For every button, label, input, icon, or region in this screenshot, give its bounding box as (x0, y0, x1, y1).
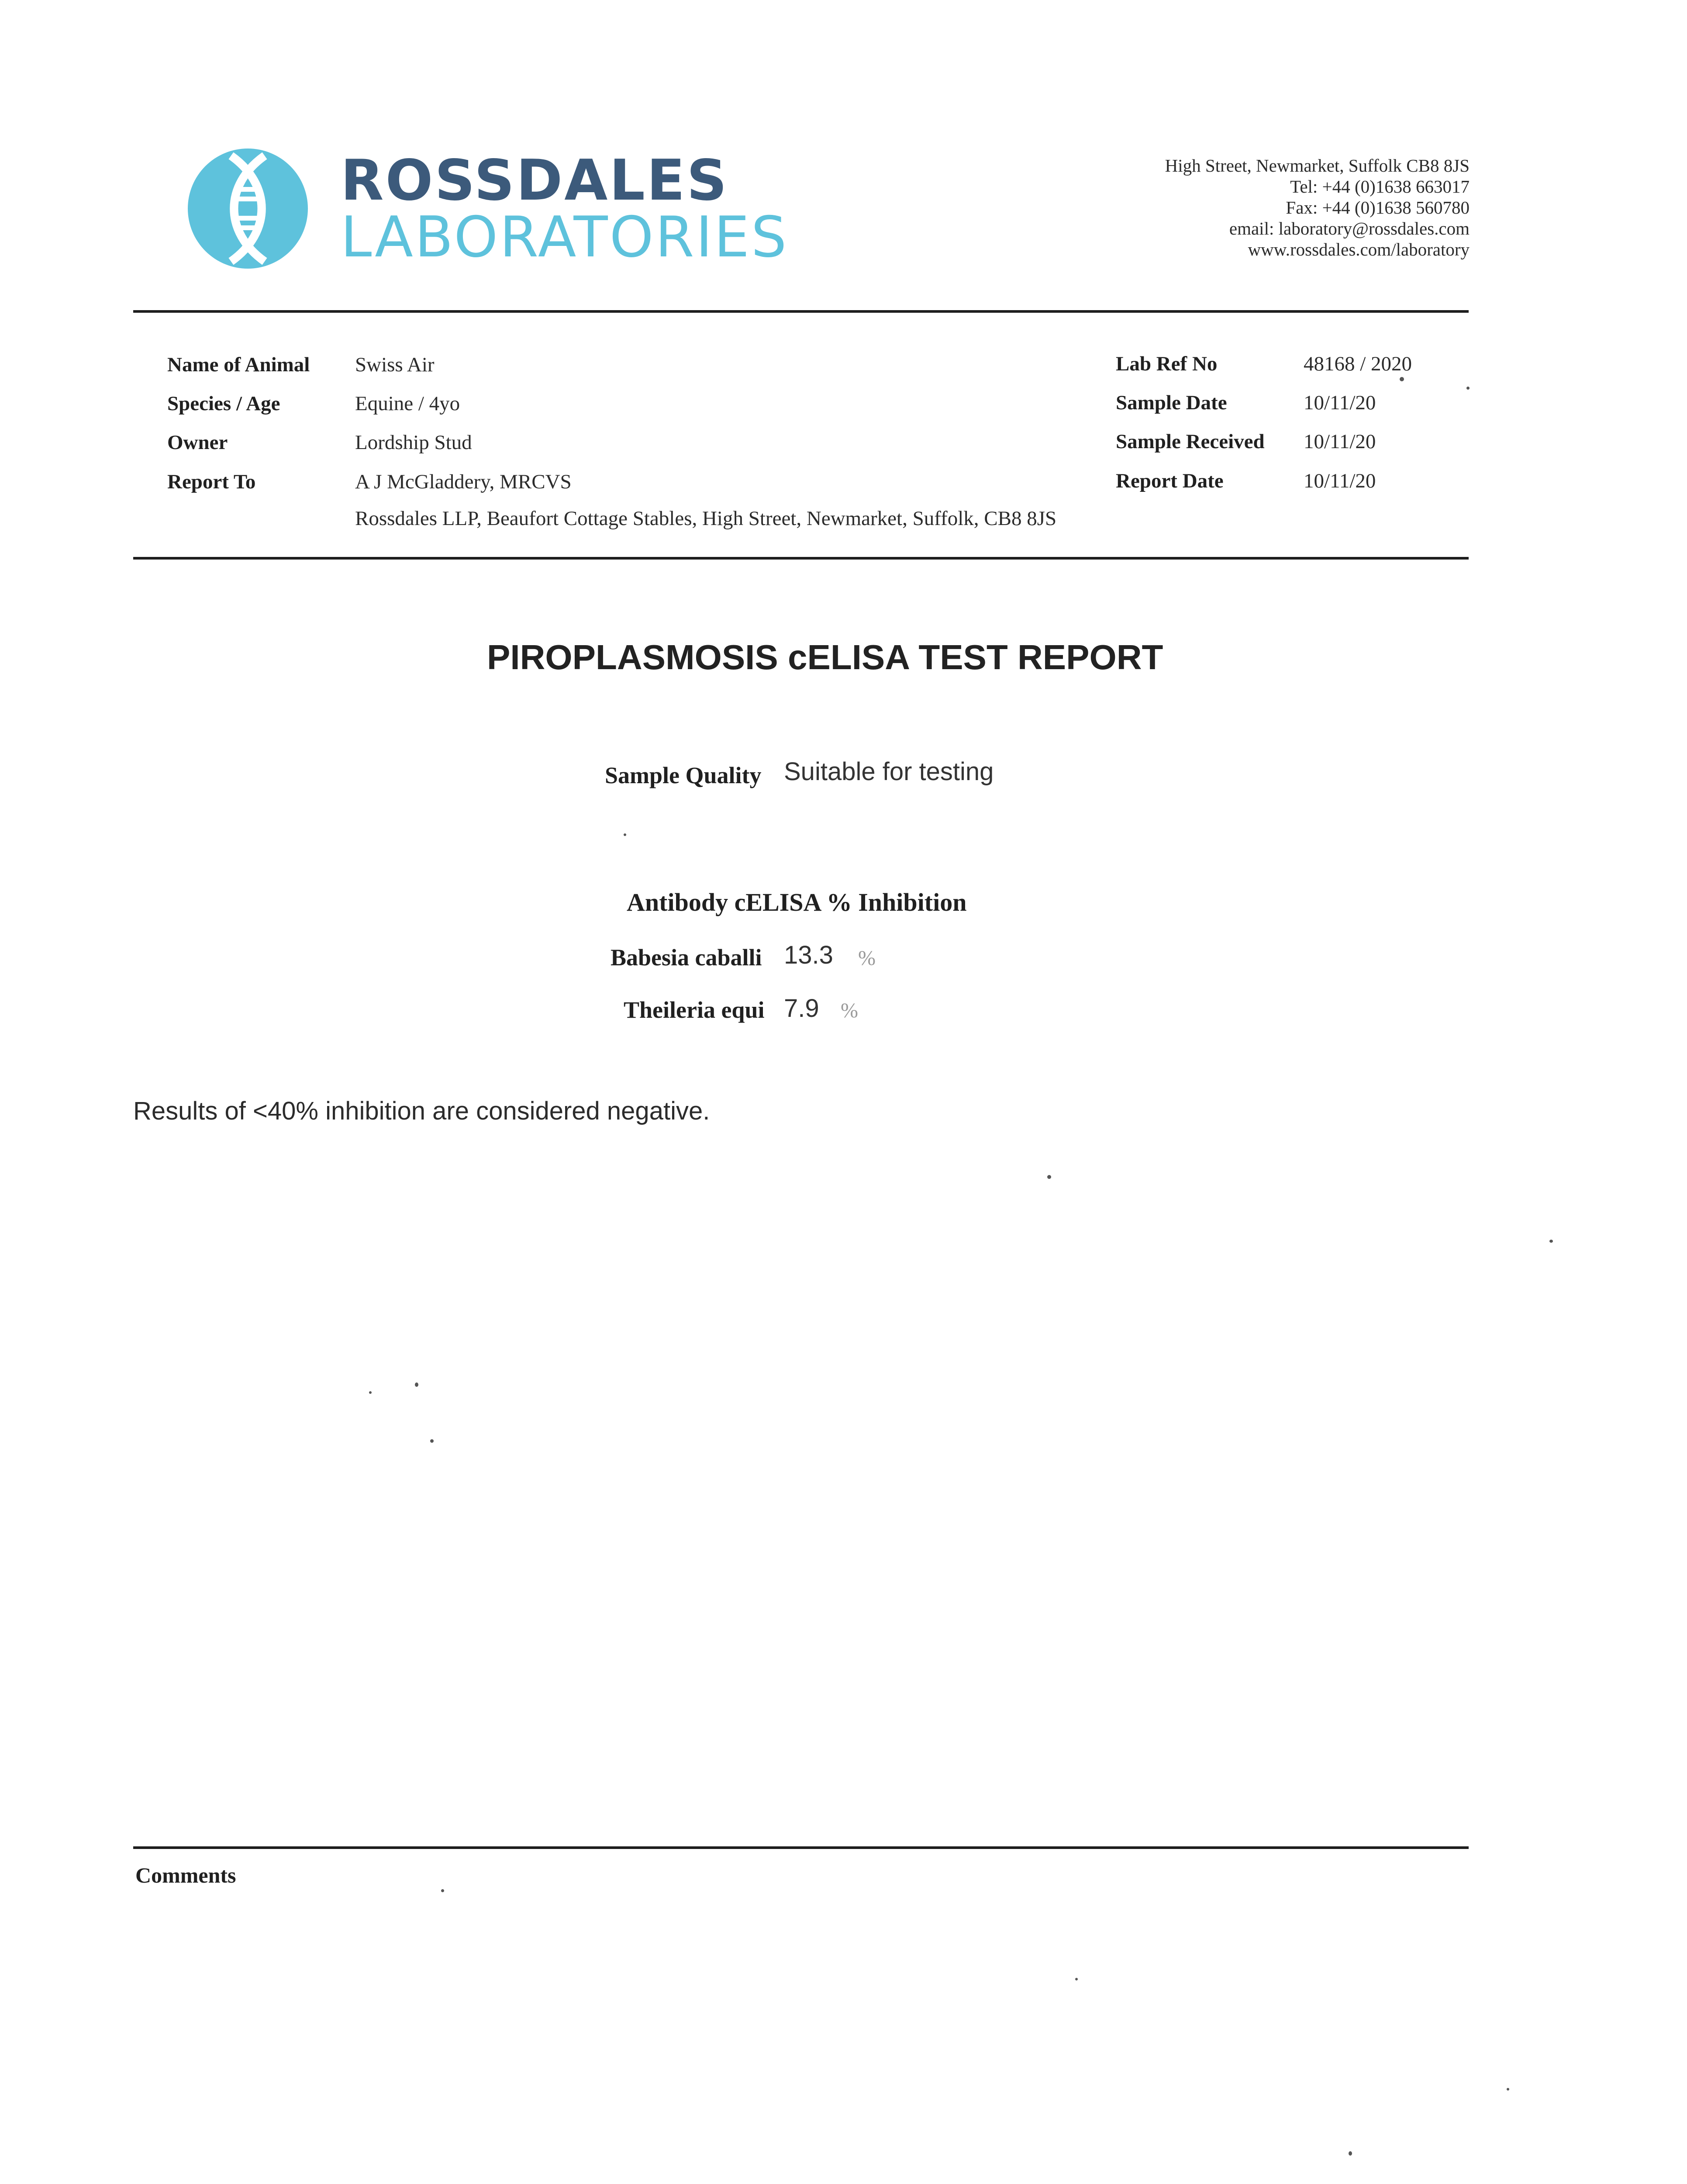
report-to-address: Rossdales LLP, Beaufort Cottage Stables, High Street, Newmarket, Suffolk, CB8 8JS (355, 507, 1057, 530)
address-fax: Fax: +44 (0)1638 560780 (1286, 197, 1470, 218)
logo-wordmark-laboratories: LABORATORIES (341, 205, 789, 270)
sample-date-label: Sample Date (1116, 391, 1227, 414)
address-email: email: laboratory@rossdales.com (1229, 218, 1470, 238)
divider-middle (133, 557, 1469, 560)
sample-quality-value: Suitable for testing (784, 757, 994, 786)
theileria-equi-value: 7.9 (784, 994, 819, 1023)
sample-received-value: 10/11/20 (1304, 430, 1376, 453)
results-interpretation-note: Results of <40% inhibition are considered negative. (133, 1097, 710, 1125)
scan-speck (1349, 2151, 1352, 2156)
lab-ref-no-label: Lab Ref No (1116, 352, 1218, 375)
scan-speck (1549, 1240, 1553, 1243)
name-of-animal-value: Swiss Air (355, 353, 435, 376)
theileria-equi-unit: % (841, 999, 858, 1022)
scan-speck (1075, 1978, 1078, 1980)
sample-date-value: 10/11/20 (1304, 391, 1376, 414)
scan-speck (1047, 1175, 1051, 1179)
theileria-equi-label: Theileria equi (624, 997, 765, 1023)
babesia-caballi-label: Babesia caballi (611, 944, 762, 971)
report-date-label: Report Date (1116, 470, 1224, 492)
scan-speck (369, 1391, 372, 1394)
logo-wordmark-rossdales: ROSSDALES (341, 148, 729, 213)
report-to-label: Report To (167, 470, 256, 493)
report-date-value: 10/11/20 (1304, 470, 1376, 492)
owner-value: Lordship Stud (355, 431, 472, 454)
scan-speck (624, 833, 626, 836)
species-age-label: Species / Age (167, 392, 280, 415)
scan-speck (441, 1889, 444, 1892)
babesia-caballi-unit: % (858, 947, 876, 970)
report-title: PIROPLASMOSIS cELISA TEST REPORT (487, 638, 1163, 677)
logo-dna-helix-icon (188, 149, 308, 269)
divider-bottom (133, 1846, 1469, 1849)
address-website: www.rossdales.com/laboratory (1248, 239, 1470, 259)
report-to-value: A J McGladdery, MRCVS (355, 470, 572, 493)
antibody-section-heading: Antibody cELISA % Inhibition (627, 888, 967, 916)
scan-speck (1400, 377, 1404, 381)
scan-speck (430, 1439, 434, 1443)
lab-ref-no-value: 48168 / 2020 (1304, 352, 1412, 375)
owner-label: Owner (167, 431, 228, 454)
divider-top (133, 310, 1469, 313)
comments-label: Comments (135, 1863, 236, 1887)
scan-speck (415, 1382, 418, 1387)
scan-speck (1507, 2088, 1509, 2091)
sample-received-label: Sample Received (1116, 430, 1265, 453)
scan-speck (1466, 387, 1470, 390)
sample-quality-label: Sample Quality (605, 762, 762, 788)
address-phone: Tel: +44 (0)1638 663017 (1290, 176, 1470, 197)
address-line: High Street, Newmarket, Suffolk CB8 8JS (1165, 156, 1470, 176)
name-of-animal-label: Name of Animal (167, 353, 310, 376)
lab-address-block (1165, 155, 1470, 260)
babesia-caballi-value: 13.3 (784, 941, 833, 969)
species-age-value: Equine / 4yo (355, 392, 460, 415)
